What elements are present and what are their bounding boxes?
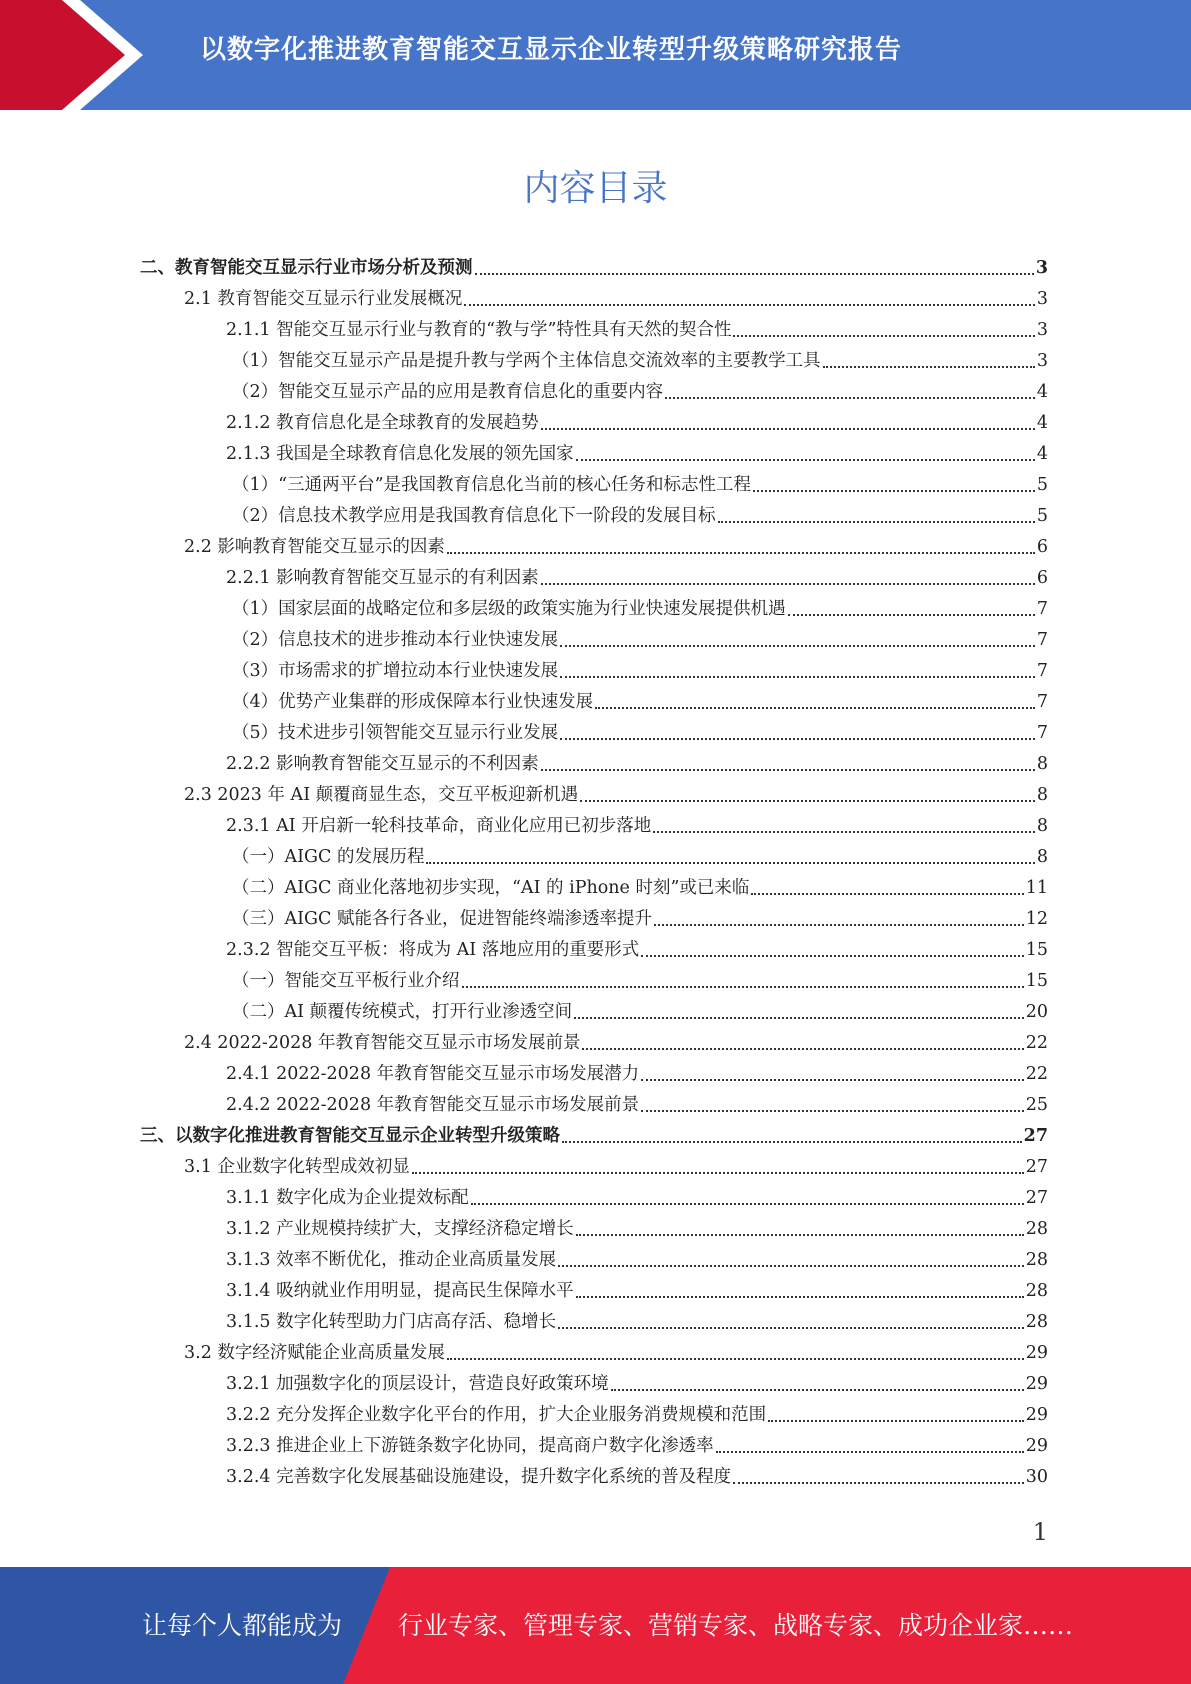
footer-slogan-right: 行业专家、管理专家、营销专家、战略专家、成功企业家…… <box>398 1611 1074 1640</box>
toc-entry[interactable] <box>140 284 1048 315</box>
toc-leader-dots <box>751 893 1023 895</box>
toc-entry-page: 28 <box>1025 1250 1048 1270</box>
toc-entry[interactable] <box>140 1338 1048 1369</box>
toc-entry-label: 3.1.3 效率不断优化，推动企业高质量发展 <box>226 1250 557 1270</box>
toc-entry[interactable] <box>140 377 1048 408</box>
toc-entry-label: （1）“三通两平台”是我国教育信息化当前的核心任务和标志性工程 <box>232 475 752 495</box>
toc-entry[interactable] <box>140 1214 1048 1245</box>
toc-leader-dots <box>580 800 1035 802</box>
toc-leader-dots <box>582 1048 1023 1050</box>
toc-entry[interactable] <box>140 594 1048 625</box>
page-number: 1 <box>1032 1518 1048 1546</box>
toc-entry-page: 4 <box>1036 444 1048 464</box>
toc-entry[interactable] <box>140 532 1048 563</box>
toc-leader-dots <box>641 1079 1024 1081</box>
toc-entry-page: 7 <box>1036 661 1048 681</box>
toc-entry-label: （二）AIGC 商业化落地初步实现，“AI 的 iPhone 时刻”或已来临 <box>232 878 750 898</box>
toc-entry-page: 25 <box>1025 1095 1048 1115</box>
toc-entry-page: 27 <box>1023 1126 1048 1146</box>
toc-entry-page: 29 <box>1025 1374 1048 1394</box>
toc-entry-page: 7 <box>1036 723 1048 743</box>
toc-entry-label: 二、教育智能交互显示行业市场分析及预测 <box>140 258 473 278</box>
toc-entry[interactable] <box>140 1245 1048 1276</box>
toc-leader-dots <box>447 1358 1024 1360</box>
toc-entry-label: 3.1.1 数字化成为企业提效标配 <box>226 1188 469 1208</box>
toc-entry-page: 27 <box>1025 1188 1048 1208</box>
toc-leader-dots <box>426 862 1034 864</box>
toc-leader-dots <box>475 273 1034 275</box>
toc-entry[interactable] <box>140 1121 1048 1152</box>
toc-entry-label: 2.4.2 2022-2028 年教育智能交互显示市场发展前景 <box>226 1095 640 1115</box>
footer-slogan-left: 让每个人都能成为 <box>142 1611 343 1640</box>
toc-entry-page: 20 <box>1025 1002 1048 1022</box>
toc-entry[interactable] <box>140 563 1048 594</box>
toc-leader-dots <box>560 738 1035 740</box>
toc-entry-label: 2.1.2 教育信息化是全球教育的发展趋势 <box>226 413 539 433</box>
toc-entry[interactable] <box>140 625 1048 656</box>
toc-entry-label: （三）AIGC 赋能各行各业，促进智能终端渗透率提升 <box>232 909 652 929</box>
toc-entry-page: 6 <box>1036 568 1048 588</box>
toc-entry[interactable] <box>140 687 1048 718</box>
toc-entry-label: （2）信息技术的进步推动本行业快速发展 <box>232 630 559 650</box>
toc-leader-dots <box>541 769 1035 771</box>
toc-entry[interactable] <box>140 811 1048 842</box>
toc-entry[interactable] <box>140 997 1048 1028</box>
toc-entry[interactable] <box>140 439 1048 470</box>
toc-entry-label: 2.1 教育智能交互显示行业发展概况 <box>184 289 463 309</box>
toc-leader-dots <box>823 366 1035 368</box>
toc-leader-dots <box>576 1296 1024 1298</box>
toc-entry[interactable] <box>140 408 1048 439</box>
toc-entry[interactable] <box>140 1276 1048 1307</box>
toc-leader-dots <box>641 955 1023 957</box>
toc-entry-label: 3.2.3 推进企业上下游链条数字化协同，提高商户数字化渗透率 <box>226 1436 714 1456</box>
toc-entry-label: 3.1.5 数字化转型助力门店高存活、稳增长 <box>226 1312 557 1332</box>
toc-entry[interactable] <box>140 1400 1048 1431</box>
toc-leader-dots <box>464 304 1034 306</box>
toc-entry[interactable] <box>140 656 1048 687</box>
toc-entry-label: （2）智能交互显示产品的应用是教育信息化的重要内容 <box>232 382 664 402</box>
toc-entry-page: 8 <box>1036 785 1048 805</box>
toc-entry[interactable] <box>140 904 1048 935</box>
toc-leader-dots <box>562 1141 1022 1143</box>
toc-entry[interactable] <box>140 315 1048 346</box>
toc-leader-dots <box>462 986 1024 988</box>
toc-entry[interactable] <box>140 346 1048 377</box>
toc-leader-dots <box>541 428 1035 430</box>
toc-leader-dots <box>716 1451 1024 1453</box>
toc-leader-dots <box>558 1327 1024 1329</box>
toc-entry-page: 29 <box>1025 1436 1048 1456</box>
toc-entry-page: 8 <box>1036 754 1048 774</box>
toc-entry-page: 8 <box>1036 847 1048 867</box>
toc-entry-page: 3 <box>1035 258 1048 278</box>
toc-entry[interactable] <box>140 1431 1048 1462</box>
toc-leader-dots <box>541 583 1035 585</box>
toc-entry-page: 4 <box>1036 413 1048 433</box>
toc-entry-page: 12 <box>1025 909 1048 929</box>
toc-leader-dots <box>560 676 1035 678</box>
toc-entry-page: 28 <box>1025 1312 1048 1332</box>
toc-entry-page: 4 <box>1036 382 1048 402</box>
toc-entry-page: 3 <box>1036 351 1048 371</box>
toc-entry-page: 5 <box>1036 506 1048 526</box>
toc-entry-label: 3.1.2 产业规模持续扩大，支撑经济稳定增长 <box>226 1219 574 1239</box>
toc-entry-label: 2.3.1 AI 开启新一轮科技革命，商业化应用已初步落地 <box>226 816 652 836</box>
toc-entry[interactable] <box>140 1028 1048 1059</box>
toc-heading: 内容目录 <box>523 168 668 209</box>
toc-leader-dots <box>733 1482 1024 1484</box>
toc-leader-dots <box>595 707 1035 709</box>
header-arrow-decoration <box>0 0 160 110</box>
toc-entry-page: 27 <box>1025 1157 1048 1177</box>
toc-entry[interactable] <box>140 1307 1048 1338</box>
toc-entry[interactable] <box>140 780 1048 811</box>
toc-entry[interactable] <box>140 501 1048 532</box>
toc-leader-dots <box>788 614 1035 616</box>
toc-entry-label: 2.3 2023 年 AI 颠覆商显生态，交互平板迎新机遇 <box>184 785 579 805</box>
toc-leader-dots <box>576 459 1035 461</box>
toc-entry-page: 15 <box>1025 971 1048 991</box>
toc-entry-label: 2.3.2 智能交互平板：将成为 AI 落地应用的重要形式 <box>226 940 640 960</box>
toc-entry-label: 3.2.4 完善数字化发展基础设施建设，提升数字化系统的普及程度 <box>226 1467 732 1487</box>
toc-entry-page: 29 <box>1025 1343 1048 1363</box>
toc-leader-dots <box>718 521 1035 523</box>
toc-entry-label: 3.2.1 加强数字化的顶层设计，营造良好政策环境 <box>226 1374 609 1394</box>
toc-entry-label: （二）AI 颠覆传统模式，打开行业渗透空间 <box>232 1002 573 1022</box>
toc-entry-label: （1）智能交互显示产品是提升教与学两个主体信息交流效率的主要教学工具 <box>232 351 821 371</box>
toc-leader-dots <box>558 1265 1024 1267</box>
table-of-contents <box>140 253 1048 1493</box>
toc-entry-page: 29 <box>1025 1405 1048 1425</box>
toc-entry-page: 5 <box>1036 475 1048 495</box>
toc-entry-page: 22 <box>1025 1064 1048 1084</box>
toc-entry[interactable] <box>140 1090 1048 1121</box>
toc-entry-page: 11 <box>1025 878 1048 898</box>
toc-leader-dots <box>733 335 1034 337</box>
toc-entry-label: 2.4 2022-2028 年教育智能交互显示市场发展前景 <box>184 1033 581 1053</box>
toc-entry[interactable] <box>140 1462 1048 1493</box>
toc-entry-label: 3.2 数字经济赋能企业高质量发展 <box>184 1343 445 1363</box>
toc-entry[interactable] <box>140 966 1048 997</box>
page-footer <box>0 1567 1191 1684</box>
report-title: 以数字化推进教育智能交互显示企业转型升级策略研究报告 <box>200 35 903 65</box>
toc-entry[interactable] <box>140 718 1048 749</box>
toc-entry[interactable] <box>140 1369 1048 1400</box>
toc-entry-page: 6 <box>1036 537 1048 557</box>
toc-entry[interactable] <box>140 873 1048 904</box>
toc-entry-label: （1）国家层面的战略定位和多层级的政策实施为行业快速发展提供机遇 <box>232 599 786 619</box>
toc-entry-label: （4）优势产业集群的形成保障本行业快速发展 <box>232 692 594 712</box>
toc-leader-dots <box>665 397 1035 399</box>
toc-leader-dots <box>576 1234 1024 1236</box>
toc-leader-dots <box>412 1172 1024 1174</box>
toc-entry-page: 3 <box>1036 289 1048 309</box>
toc-entry-label: 3.1 企业数字化转型成效初显 <box>184 1157 410 1177</box>
toc-entry[interactable] <box>140 842 1048 873</box>
toc-entry[interactable] <box>140 253 1048 284</box>
toc-entry-label: 2.1.3 我国是全球教育信息化发展的领先国家 <box>226 444 574 464</box>
toc-entry-label: 2.2.2 影响教育智能交互显示的不利因素 <box>226 754 539 774</box>
toc-entry[interactable] <box>140 1183 1048 1214</box>
toc-entry-label: （5）技术进步引领智能交互显示行业发展 <box>232 723 559 743</box>
toc-entry-label: （一）智能交互平板行业介绍 <box>232 971 460 991</box>
toc-entry-page: 7 <box>1036 692 1048 712</box>
toc-entry-page: 7 <box>1036 630 1048 650</box>
toc-entry-label: （3）市场需求的扩增拉动本行业快速发展 <box>232 661 559 681</box>
toc-leader-dots <box>653 831 1035 833</box>
toc-leader-dots <box>641 1110 1024 1112</box>
toc-leader-dots <box>560 645 1035 647</box>
toc-entry[interactable] <box>140 935 1048 966</box>
toc-entry-page: 22 <box>1025 1033 1048 1053</box>
toc-entry-label: 三、以数字化推进教育智能交互显示企业转型升级策略 <box>140 1126 560 1146</box>
toc-entry[interactable] <box>140 749 1048 780</box>
toc-entry-page: 8 <box>1036 816 1048 836</box>
toc-leader-dots <box>574 1017 1024 1019</box>
toc-entry-page: 28 <box>1025 1219 1048 1239</box>
toc-leader-dots <box>611 1389 1024 1391</box>
toc-entry-label: 2.1.1 智能交互显示行业与教育的“教与学”特性具有天然的契合性 <box>226 320 732 340</box>
toc-entry-label: （一）AIGC 的发展历程 <box>232 847 425 867</box>
toc-entry-label: 3.1.4 吸纳就业作用明显，提高民生保障水平 <box>226 1281 574 1301</box>
toc-leader-dots <box>471 1203 1024 1205</box>
toc-entry-label: 2.2.1 影响教育智能交互显示的有利因素 <box>226 568 539 588</box>
toc-entry-page: 30 <box>1025 1467 1048 1487</box>
toc-leader-dots <box>654 924 1024 926</box>
toc-entry-label: 2.4.1 2022-2028 年教育智能交互显示市场发展潜力 <box>226 1064 640 1084</box>
toc-leader-dots <box>447 552 1035 554</box>
toc-entry[interactable] <box>140 470 1048 501</box>
toc-entry-label: 2.2 影响教育智能交互显示的因素 <box>184 537 445 557</box>
toc-entry-page: 7 <box>1036 599 1048 619</box>
toc-leader-dots <box>753 490 1035 492</box>
toc-entry-page: 28 <box>1025 1281 1048 1301</box>
toc-entry-label: 3.2.2 充分发挥企业数字化平台的作用，扩大企业服务消费规模和范围 <box>226 1405 767 1425</box>
toc-leader-dots <box>768 1420 1024 1422</box>
toc-entry-label: （2）信息技术教学应用是我国教育信息化下一阶段的发展目标 <box>232 506 716 526</box>
page-header <box>0 0 1191 110</box>
toc-entry[interactable] <box>140 1059 1048 1090</box>
toc-entry-page: 3 <box>1036 320 1048 340</box>
toc-entry-page: 15 <box>1025 940 1048 960</box>
toc-entry[interactable] <box>140 1152 1048 1183</box>
